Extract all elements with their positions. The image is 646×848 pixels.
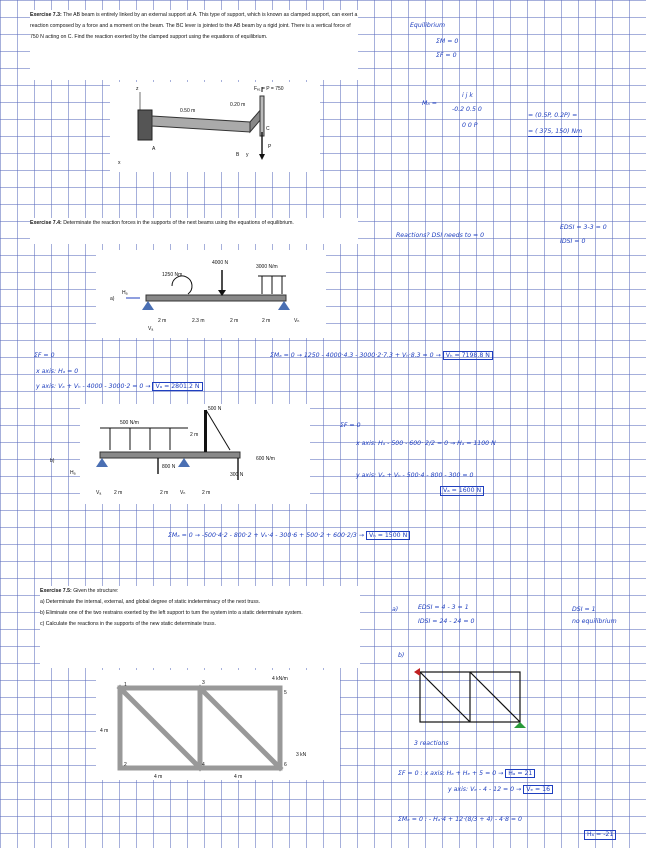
hw-ma-result: Vₕ = 7198.8 N <box>443 351 493 360</box>
truss-sketch <box>410 664 530 734</box>
beam-b-d3: 2 m <box>202 490 211 496</box>
axis-z: z <box>136 86 139 92</box>
truss-n1: 1 <box>124 682 127 688</box>
exercise-7-5-title: Exercise 7.5: <box>40 588 72 594</box>
truss-w1: 4 m <box>154 774 163 780</box>
hw-det-row2: -0.2 0.5 0 <box>452 106 482 113</box>
hw-sfb: ΣF = 0 <box>340 422 361 429</box>
hw75-idsi: IDSI = 24 - 24 = 0 <box>418 618 475 625</box>
beam-b-force1: 500 N <box>208 406 222 412</box>
hw-sum-f: ΣF = 0 <box>436 52 457 59</box>
exercise-7-4-text <box>30 218 358 244</box>
hw75-dsi: DSI = 1 <box>572 606 596 613</box>
dim-label-1: 0.50 m <box>180 108 196 114</box>
beam-a-vc: Vₕ <box>294 318 300 324</box>
hw-ya-result: Vₐ = 2801.2 N <box>152 382 202 391</box>
beam-b-diagram <box>50 404 310 504</box>
dim-label-2: 0.20 m <box>230 102 246 108</box>
hw75-edsi: EDSI = 4 - 3 = 1 <box>418 604 469 611</box>
truss-figure <box>96 670 340 780</box>
beam-b-vc: Vₕ <box>180 490 186 496</box>
beam-b-label: b) <box>50 458 55 464</box>
axis-y: y <box>246 152 249 158</box>
beam-a-ha: Hₐ <box>122 290 128 296</box>
exercise-7-5-a: a) Determinate the internal, external, and global degree of static indeterminacy of the next truss. <box>40 599 261 605</box>
exercise-7-3-text <box>30 10 358 80</box>
hw-ya-eq: y axis: Vₐ + Vₕ - 4000 - 3000·2 = 0 <box>36 383 144 390</box>
hw-xa: x axis: Hₐ = 0 <box>36 368 79 375</box>
truss-w2: 4 m <box>234 774 243 780</box>
truss-n5: 5 <box>284 690 287 696</box>
hw-yb-result: Vₐ = 1600 N <box>440 486 484 496</box>
hw75-a: a) <box>392 606 399 613</box>
truss-h: 4 m <box>100 728 109 734</box>
hw-react-a: EDSI = 3-3 = 0 <box>560 224 607 231</box>
beam-b-force2: 800 N <box>162 464 176 470</box>
hw-ma: ΣMₐ = 0 → 1250 - 4000·4.3 - 3000·2·7.3 + Vₕ·8.3 = 0 → Vₕ = 7198.8 N <box>270 352 493 360</box>
truss-n3: 3 <box>202 680 205 686</box>
beam-b-d1: 2 m <box>114 490 123 496</box>
hw-ya: y axis: Vₐ + Vₕ - 4000 - 3000·2 = 0 → Vₐ = 2801.2 N <box>36 383 203 391</box>
beam-a-d2: 2.3 m <box>192 318 205 324</box>
point-p: P <box>268 144 272 150</box>
exercise-7-4-title: Exercise 7.4: <box>30 220 62 226</box>
hw75-noeq: no equilibrium <box>572 618 617 625</box>
axis-x: x <box>118 160 121 166</box>
hw-mb-eq: ΣMₐ = 0 → -500·4·2 - 800·2 + Vₕ·4 - 300·6 + 500·2 + 600·2/3 <box>168 532 357 539</box>
point-b: B <box>236 152 240 158</box>
hw-xb: x axis: Hₐ - 500 - 600· 2/2 = 0 → Hₐ = 1100 N <box>356 440 496 447</box>
clamped-beam-diagram <box>110 82 320 172</box>
hw-ma-label: Mₐ = <box>422 100 437 107</box>
beam-b-side: 600 N/m <box>256 456 275 462</box>
hw-reactions: Reactions? DSI needs to = 0 <box>396 232 485 239</box>
beam-b-force3: 300 N <box>230 472 244 478</box>
beam-a-moment: 1250 Nm <box>162 272 183 278</box>
hw-det-row3: 0 0 P <box>462 122 478 129</box>
hw-res1: = (0.5P, 0.2P) = <box>528 112 578 119</box>
hw75-b: b) <box>398 652 405 659</box>
beam-b-figure <box>50 404 310 504</box>
beam-a-d1: 2 m <box>158 318 167 324</box>
beam-b-d2: 2 m <box>160 490 169 496</box>
exercise-7-3-statement: The AB beam is entirely linked by an external support at A. This type of support, which is known as clamped support, can exert a reaction composed by a force and a moment on the beam. The BC lever is jointed to the AB beam by a rigid joint. There is a vertical force of 750 N acting on C. Find the reaction exerted by the clamped support using the equations of equilibrium. <box>30 12 358 40</box>
truss-diagram <box>96 670 340 780</box>
beam-a-dist: 3000 N/m <box>256 264 278 270</box>
point-c: C <box>266 126 270 132</box>
beam-a-va: Vₐ <box>148 326 154 332</box>
hw-res2: = ( 375, 150) Nm <box>528 128 583 135</box>
hw-det-row1: i j k <box>462 92 473 99</box>
exercise-7-3-figure <box>110 82 320 172</box>
exercise-7-5-text <box>40 586 360 668</box>
truss-load: 4 kN/m <box>272 676 288 682</box>
hw-equilibrium-title: Equilibrium <box>410 22 446 29</box>
hw-mb: ΣMₐ = 0 → -500·4·2 - 800·2 + Vₕ·4 - 300·6 + 500·2 + 600·2/3 → Vₕ = 1500 N <box>168 532 410 540</box>
point-a: A <box>152 146 156 152</box>
hw75-sf-result: Hₐ = 21 <box>505 769 535 778</box>
hw-sum-m: ΣM = 0 <box>436 38 459 45</box>
beam-b-dist: 500 N/m <box>120 420 139 426</box>
beam-b-ha: Hₐ <box>70 470 76 476</box>
hw75-sf-eq: ΣF = 0 : x axis: Hₐ + Hₑ + 5 = 0 <box>398 770 497 777</box>
truss-n2: 2 <box>124 762 127 768</box>
truss-n4: 4 <box>202 762 205 768</box>
beam-a-force: 4000 N <box>212 260 229 266</box>
exercise-7-4-statement: Determinate the reaction forces in the supports of the next beams using the equations of equilibrium. <box>63 220 294 226</box>
exercise-7-5-heading: Given the structure: <box>73 588 119 594</box>
hw75-sf: ΣF = 0 : x axis: Hₐ + Hₑ + 5 = 0 → Hₐ = 21 <box>398 770 535 778</box>
beam-a-label: a) <box>110 296 115 302</box>
truss-n6: 6 <box>284 762 287 768</box>
hw-yb: y axis: Vₐ + Vₕ - 500·4 - 800 - 300 = 0 <box>356 472 474 479</box>
hw-react-b: IDSI = 0 <box>560 238 586 245</box>
hw75-reactions: 3 reactions <box>414 740 449 747</box>
hw75-y-eq: y axis: Vₑ - 4 - 12 = 0 <box>448 786 515 793</box>
exercise-7-5-c: c) Calculate the reactions in the supports of the new static determinate truss. <box>40 621 216 627</box>
beam-a-figure <box>96 250 326 338</box>
hw-mb-result: Vₕ = 1500 N <box>366 531 410 540</box>
beam-a-diagram <box>96 250 326 338</box>
truss-p: 3 kN <box>296 752 307 758</box>
hw-ma-eq: ΣMₐ = 0 → 1250 - 4000·4.3 - 3000·2·7.3 + Vₕ·8.3 = 0 <box>270 352 434 359</box>
hw-sfa: ΣF = 0 <box>34 352 55 359</box>
hw75-m-result: Hₐ = -21 <box>584 830 616 840</box>
hw75-m: ΣMₑ = 0 : - Hₐ·4 + 12·(8/3 + 4) - 4·8 = 0 <box>398 816 522 823</box>
beam-a-d3: 2 m <box>230 318 239 324</box>
force-label: Fₑ₁ = P = 750 <box>254 86 284 92</box>
beam-b-dim: 2 m <box>190 432 199 438</box>
beam-b-va: Vₐ <box>96 490 102 496</box>
exercise-7-5-b: b) Eliminate one of the two restrains exerted by the left support to turn the system into a static determinate system. <box>40 610 303 616</box>
hw75-y: y axis: Vₑ - 4 - 12 = 0 → Vₑ = 16 <box>448 786 553 794</box>
exercise-7-3-title: Exercise 7.3: <box>30 12 62 18</box>
hw75-y-result: Vₑ = 16 <box>523 785 553 794</box>
beam-a-d4: 2 m <box>262 318 271 324</box>
